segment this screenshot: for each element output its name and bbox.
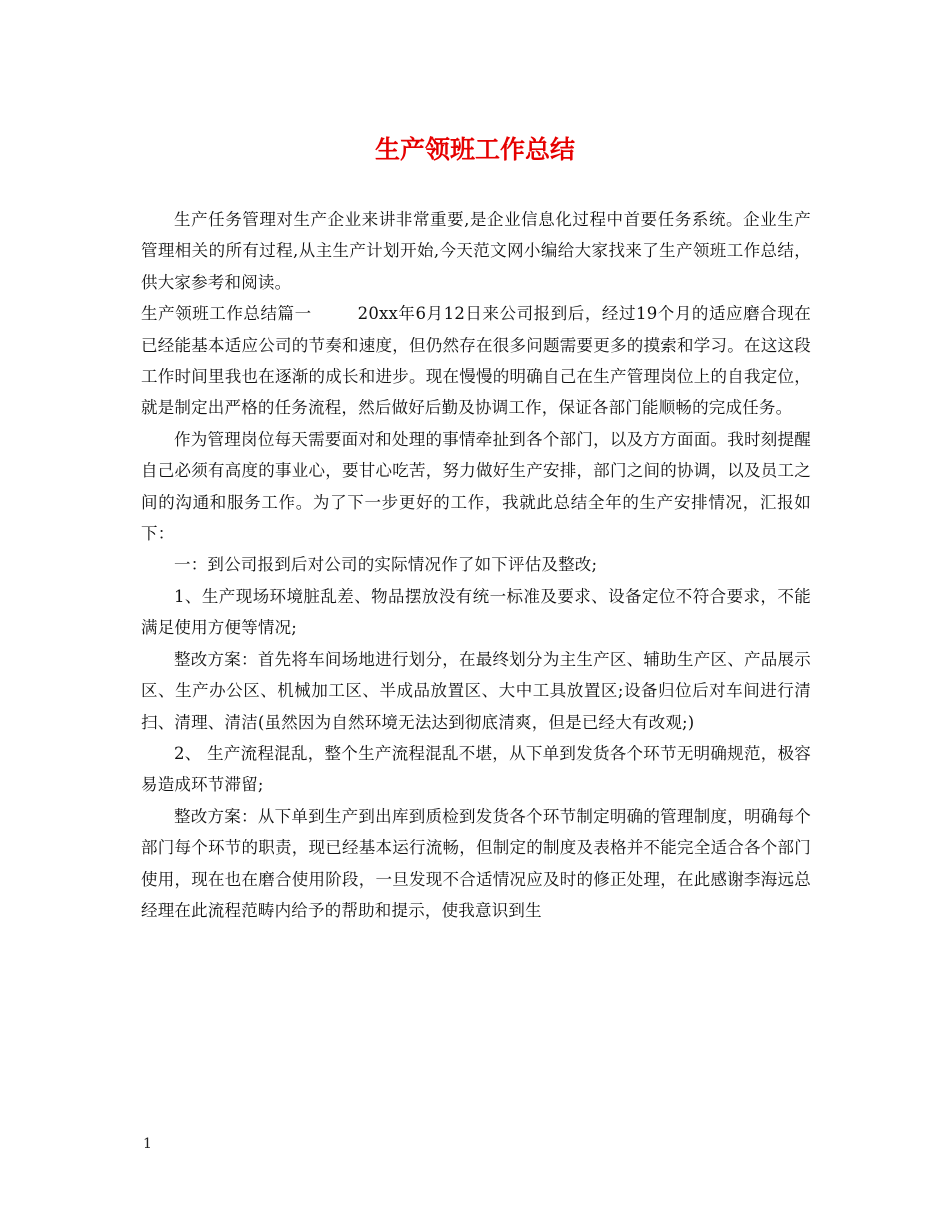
intro-paragraph: 生产任务管理对生产企业来讲非常重要,是企业信息化过程中首要任务系统。企业生产管理相关的所有过程,从主生产计划开始,今天范文网小编给大家找来了生产领班工作总结，供大家参考和阅读。 <box>141 210 811 292</box>
section-label: 生产领班工作总结篇一 <box>141 304 312 324</box>
paragraph-7: 整改方案：从下单到生产到出库到质检到发货各个环节制定明确的管理制度，明确每个部门每个环节的职责，现已经基本运行流畅，但制定的制度及表格并不能完全适合各个部门使用，现在也在磨合使用阶段，一旦发现不合适情况应及时的修正处理，在此感谢李海远总经理在此流程范畴内给予的帮助和提示，使我意识到生 <box>141 806 811 920</box>
paragraph-5: 整改方案：首先将车间场地进行划分，在最终划分为主生产区、辅助生产区、产品展示区、生产办公区、机械加工区、半成品放置区、大中工具放置区;设备归位后对车间进行清扫、清理、清洁(虽然因为自然环境无法达到彻底清爽，但是已经大有改观;) <box>141 649 811 732</box>
paragraph-3: 一：到公司报到后对公司的实际情况作了如下评估及整改; <box>174 555 598 575</box>
section-text: 20xx年6月12日来公司报到后，经过19个月的适应磨合现在已经能基本适应公司的节奏和速度，但仍然存在很多问题需要更多的摸索和学习。在这这段工作时间里我也在逐渐的成长和进步。现在慢慢的明确自己在生产管理岗位上的自我定位，就是制定出严格的任务流程，然后做好后勤及协调工作，保证各部门能顺畅的完成任务。 <box>141 304 811 418</box>
paragraph-4: 1、生产现场环境脏乱差、物品摆放没有统一标准及要求、设备定位不符合要求，不能满足使用方便等情况; <box>141 586 811 638</box>
paragraph-2: 作为管理岗位每天需要面对和处理的事情牵扯到各个部门，以及方方面面。我时刻提醒自己必须有高度的事业心，要甘心吃苦，努力做好生产安排，部门之间的协调，以及员工之间的沟通和服务工作。为了下一步更好的工作，我就此总结全年的生产安排情况，汇报如下： <box>141 429 811 544</box>
document-body <box>141 204 811 926</box>
paragraph-6: 2、 生产流程混乱，整个生产流程混乱不堪，从下单到发货各个环节无明确规范，极容易造成环节滞留; <box>141 743 811 795</box>
page-number: 1 <box>143 1136 152 1152</box>
page-title: 生产领班工作总结 <box>374 135 575 164</box>
section-paragraph <box>141 298 811 424</box>
